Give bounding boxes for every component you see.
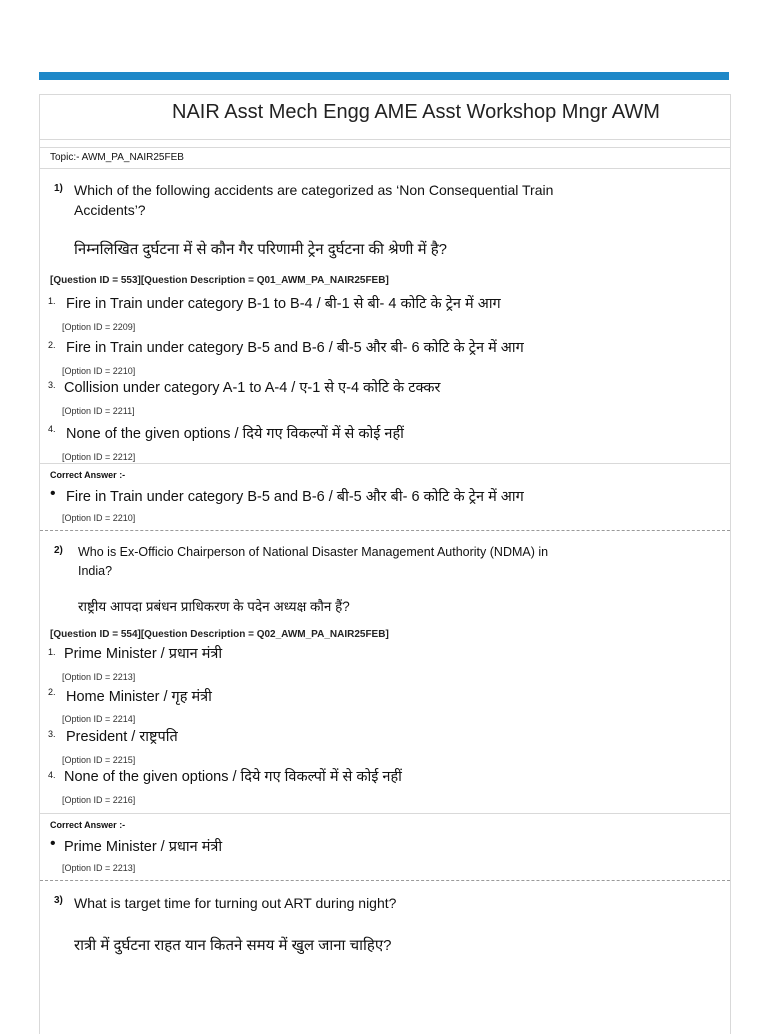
question-text-line-2: India?	[78, 564, 113, 578]
header-row	[40, 94, 730, 140]
option-text: President / राष्ट्रपति	[66, 729, 178, 745]
question-hindi: राष्ट्रीय आपदा प्रबंधन प्राधिकरण के पदेन अध्यक्ष कौन हैं?	[78, 599, 350, 614]
answer-bullet: •	[50, 835, 56, 852]
option-number: 3.	[48, 729, 56, 739]
correct-answer-label: Correct Answer :-	[50, 820, 126, 830]
question-text-line-1: Who is Ex-Officio Chairperson of National Disaster Management Authority (NDMA) in	[78, 545, 549, 559]
option-id: [Option ID = 2212]	[62, 452, 136, 462]
option-number: 4.	[48, 770, 56, 780]
option-text: Prime Minister / प्रधान मंत्री	[64, 646, 223, 662]
option-text: None of the given options / दिये गए विकल्पों में से कोई नहीं	[66, 426, 404, 442]
option-id: [Option ID = 2211]	[62, 406, 135, 416]
option-number: 2.	[48, 687, 56, 697]
question-paper	[39, 94, 731, 1034]
question-meta: [Question ID = 553][Question Description = Q01_AWM_PA_NAIR25FEB]	[50, 275, 389, 286]
option-id: [Option ID = 2215]	[62, 755, 136, 765]
option-text: Home Minister / गृह मंत्री	[66, 689, 212, 705]
option-id: [Option ID = 2214]	[62, 714, 136, 724]
correct-answer-option-id: [Option ID = 2210]	[62, 513, 136, 523]
option-text: Fire in Train under category B-5 and B-6 / बी-5 और बी- 6 कोटि के ट्रेन में आग	[66, 340, 524, 356]
topic-row	[40, 147, 730, 169]
option-number: 3.	[48, 380, 56, 390]
option-id: [Option ID = 2216]	[62, 795, 136, 805]
correct-answer-label: Correct Answer :-	[50, 470, 126, 480]
question-number: 2)	[54, 545, 63, 556]
question-hindi: निम्नलिखित दुर्घटना में से कौन गैर परिणामी ट्रेन दुर्घटना की श्रेणी में है?	[74, 241, 448, 258]
option-id: [Option ID = 2213]	[62, 672, 136, 682]
correct-answer-option-id: [Option ID = 2213]	[62, 863, 136, 873]
option-text: None of the given options / दिये गए विकल्पों में से कोई नहीं	[64, 769, 402, 785]
question-2	[40, 531, 730, 813]
option-text: Fire in Train under category B-1 to B-4 / बी-1 से बी- 4 कोटि के ट्रेन में आग	[66, 296, 501, 312]
correct-answer-text: Prime Minister / प्रधान मंत्री	[64, 839, 223, 855]
answer-bullet: •	[50, 485, 56, 502]
option-number: 1.	[48, 647, 56, 657]
option-number: 1.	[48, 296, 56, 306]
option-id: [Option ID = 2209]	[62, 322, 136, 332]
question-hindi: रात्री में दुर्घटना राहत यान कितने समय में खुल जाना चाहिए?	[74, 937, 392, 954]
question-1	[40, 169, 730, 463]
correct-answer-text: Fire in Train under category B-5 and B-6 / बी-5 और बी- 6 कोटि के ट्रेन में आग	[66, 489, 524, 505]
question-text-line-1: What is target time for turning out ART during night?	[74, 895, 397, 911]
question-number: 1)	[54, 183, 63, 194]
top-accent-bar	[39, 72, 729, 80]
correct-answer-1	[40, 463, 730, 531]
question-text-line-2: Accidents’?	[74, 202, 146, 218]
question-text-line-1: Which of the following accidents are categorized as ‘Non Consequential Train	[74, 182, 554, 198]
question-meta: [Question ID = 554][Question Description = Q02_AWM_PA_NAIR25FEB]	[50, 629, 389, 640]
option-number: 4.	[48, 424, 56, 434]
correct-answer-2	[40, 813, 730, 881]
option-id: [Option ID = 2210]	[62, 366, 136, 376]
option-number: 2.	[48, 340, 56, 350]
topic-label: Topic:- AWM_PA_NAIR25FEB	[50, 152, 184, 163]
option-text: Collision under category A-1 to A-4 / ए-1 से ए-4 कोटि के टक्कर	[64, 380, 441, 396]
question-number: 3)	[54, 895, 63, 906]
question-3	[40, 881, 730, 981]
page-title: NAIR Asst Mech Engg AME Asst Workshop Mngr AWM	[172, 101, 660, 123]
